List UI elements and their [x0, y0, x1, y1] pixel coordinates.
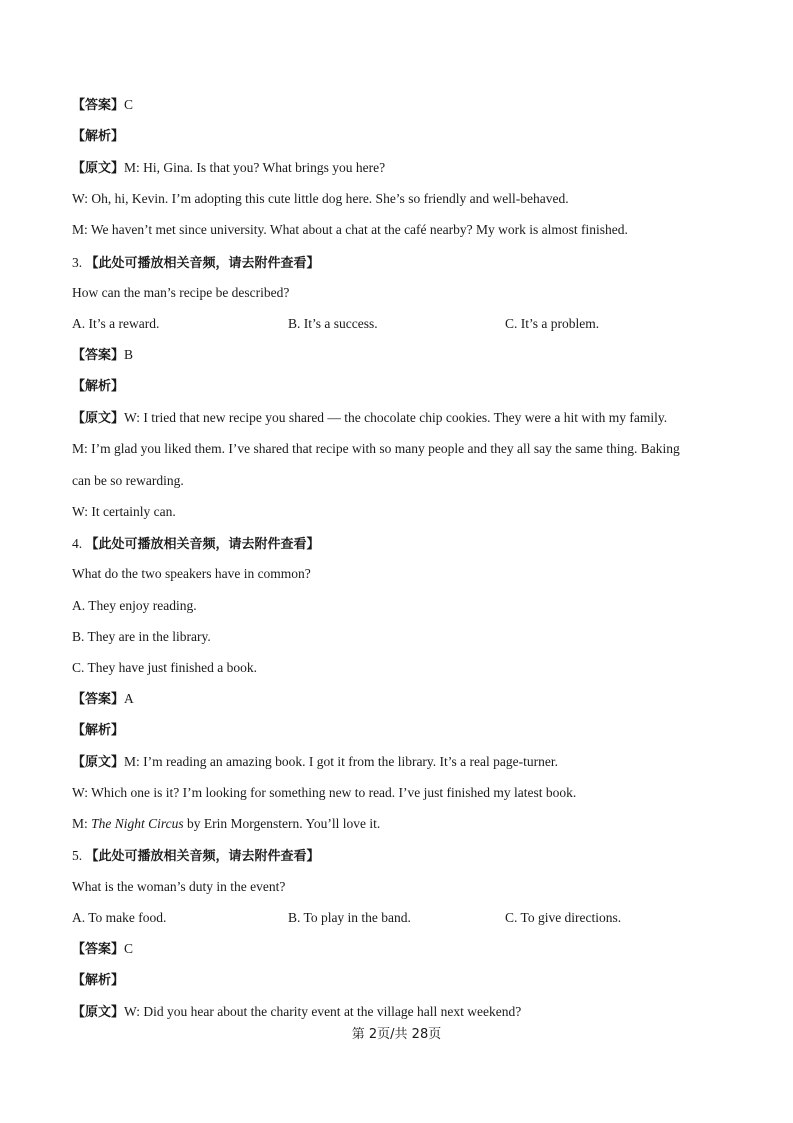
transcript-line [72, 409, 667, 428]
analysis-line [72, 971, 124, 990]
question-header [72, 254, 320, 273]
answer-value: B [124, 347, 134, 362]
transcript-line [72, 753, 558, 772]
option-a: A. To make food. [72, 910, 167, 925]
option-b: B. They are in the library. [72, 629, 211, 644]
answer-line [72, 940, 133, 959]
answer-value: C [124, 941, 134, 956]
transcript-text: W: I tried that new recipe you shared — the chocolate chip cookies. They were a hit with my family. [124, 410, 668, 425]
speaker-prefix: M: [72, 816, 92, 831]
option-b: B. To play in the band. [288, 910, 411, 925]
original-label: 【原文】 [72, 161, 125, 176]
transcript-line [72, 815, 380, 833]
transcript-text: M: Hi, Gina. Is that you? What brings you here? [124, 160, 386, 175]
analysis-label: 【解析】 [72, 723, 125, 738]
transcript-line: M: We haven’t met since university. What about a chat at the café nearby? My work is almost finished. [72, 222, 628, 237]
analysis-line [72, 721, 124, 740]
analysis-line [72, 377, 124, 396]
audio-note: 【此处可播放相关音频，请去附件查看】 [85, 256, 320, 271]
transcript-line: W: It certainly can. [72, 504, 176, 519]
question-number: 3. [72, 255, 83, 270]
question-text: What is the woman’s duty in the event? [72, 879, 286, 894]
original-label: 【原文】 [72, 411, 125, 426]
option-c: C. It’s a problem. [505, 316, 600, 331]
question-header [72, 847, 320, 866]
answer-label: 【答案】 [72, 348, 125, 363]
audio-note: 【此处可播放相关音频，请去附件查看】 [85, 537, 320, 552]
audio-note: 【此处可播放相关音频，请去附件查看】 [85, 849, 320, 864]
answer-line [72, 690, 134, 709]
question-number: 5. [72, 848, 83, 863]
transcript-line [72, 1003, 521, 1022]
analysis-label: 【解析】 [72, 973, 125, 988]
answer-value: A [124, 691, 134, 706]
question-text: How can the man’s recipe be described? [72, 285, 290, 300]
analysis-label: 【解析】 [72, 379, 125, 394]
analysis-label: 【解析】 [72, 129, 125, 144]
answer-label: 【答案】 [72, 692, 125, 707]
transcript-text: M: I’m reading an amazing book. I got it from the library. It’s a real page-turner. [124, 754, 558, 769]
transcript-text: W: Did you hear about the charity event at the village hall next weekend? [124, 1004, 522, 1019]
answer-line [72, 346, 133, 365]
transcript-line: W: Oh, hi, Kevin. I’m adopting this cute little dog here. She’s so friendly and well-behaved. [72, 191, 569, 206]
original-label: 【原文】 [72, 1005, 125, 1020]
option-c: C. To give directions. [505, 910, 622, 925]
option-a: A. It’s a reward. [72, 316, 160, 331]
question-text: What do the two speakers have in common? [72, 566, 311, 581]
transcript-line [72, 159, 385, 178]
question-number: 4. [72, 536, 83, 551]
option-b: B. It’s a success. [288, 316, 378, 331]
analysis-line [72, 127, 124, 146]
transcript-line: can be so rewarding. [72, 473, 184, 488]
question-header [72, 535, 320, 554]
answer-value: C [124, 97, 134, 112]
page-footer: 第 2页/共 28页 [351, 1027, 442, 1042]
transcript-line: W: Which one is it? I’m looking for something new to read. I’ve just finished my latest book. [72, 785, 577, 800]
original-label: 【原文】 [72, 755, 125, 770]
transcript-text: by Erin Morgenstern. You’ll love it. [183, 816, 381, 831]
answer-label: 【答案】 [72, 942, 125, 957]
book-title: The Night Circus [91, 816, 184, 831]
option-c: C. They have just finished a book. [72, 660, 257, 675]
answer-label: 【答案】 [72, 98, 125, 113]
answer-line [72, 96, 133, 115]
transcript-line: M: I’m glad you liked them. I’ve shared that recipe with so many people and they all say the same thing. Baking [72, 441, 680, 456]
option-a: A. They enjoy reading. [72, 598, 197, 613]
